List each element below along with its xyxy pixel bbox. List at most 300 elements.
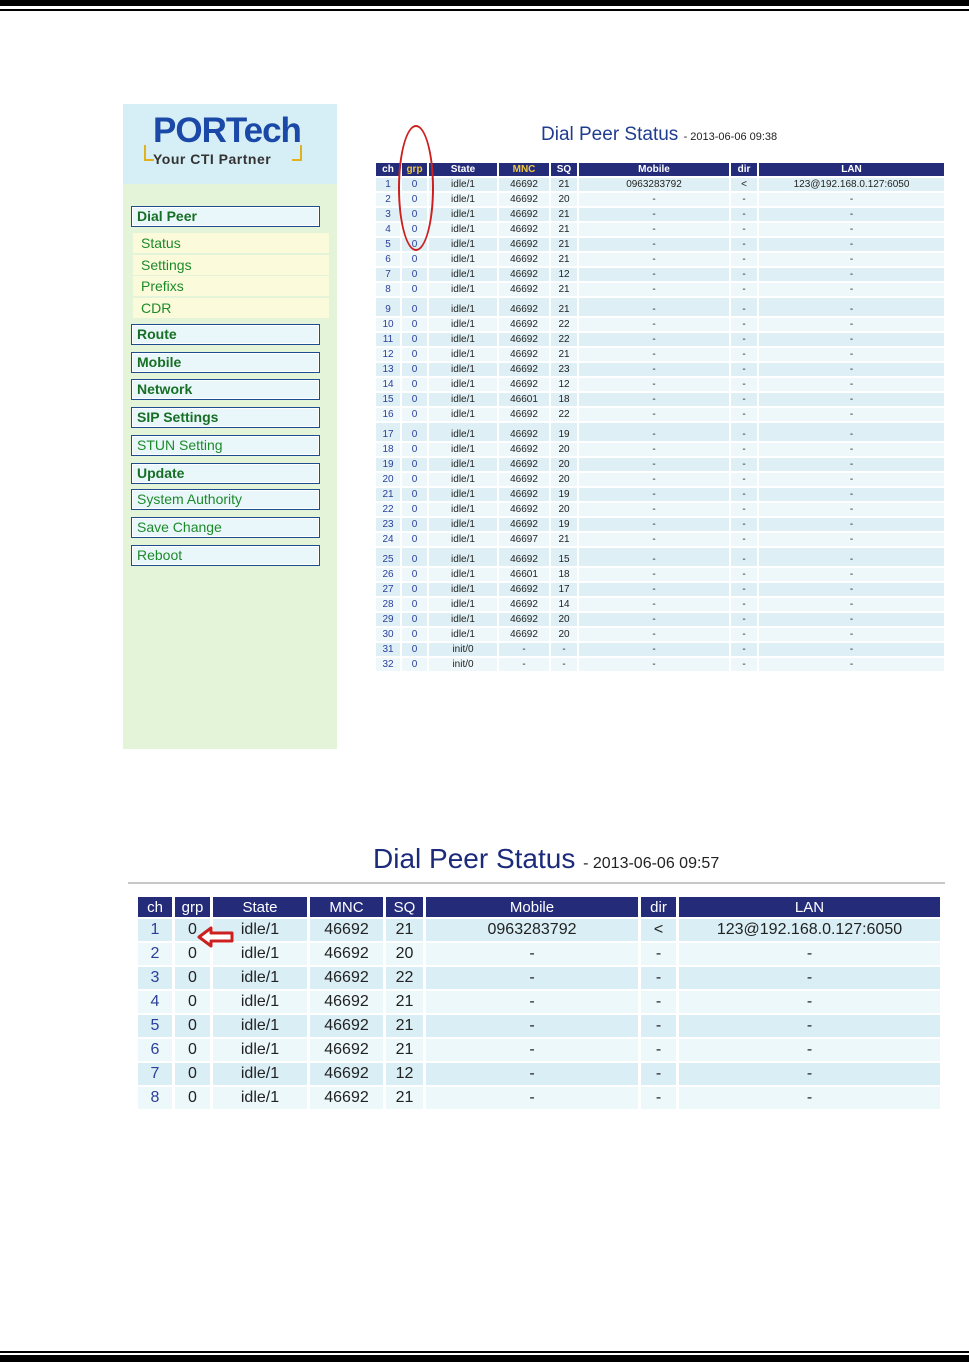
cell-mnc: 46692 <box>499 598 549 611</box>
cell-sq: 22 <box>551 408 577 421</box>
cell-mobile: - <box>579 488 729 501</box>
cell-lan: - <box>759 283 944 296</box>
cell-sq: 22 <box>551 333 577 346</box>
cell-grp: 0 <box>402 208 427 221</box>
cell-lan: - <box>759 268 944 281</box>
cell-ch: 6 <box>138 1039 172 1061</box>
cell-dir: - <box>731 598 757 611</box>
cell-dir: - <box>731 348 757 361</box>
cell-mobile: - <box>579 408 729 421</box>
cell-state: idle/1 <box>429 548 497 566</box>
table-row <box>138 1063 940 1085</box>
left-arrow-icon <box>197 926 235 948</box>
cell-dir: - <box>731 518 757 531</box>
cell-state: idle/1 <box>429 423 497 441</box>
cell-mobile: - <box>579 253 729 266</box>
cell-state: idle/1 <box>429 533 497 546</box>
cell-dir: - <box>731 533 757 546</box>
cell-sq: 19 <box>551 423 577 441</box>
menu-reboot[interactable]: Reboot <box>131 545 320 566</box>
cell-state: init/0 <box>429 643 497 656</box>
cell-state: idle/1 <box>429 583 497 596</box>
cell-grp: 0 <box>402 363 427 376</box>
title-timestamp: - 2013-06-06 09:38 <box>683 131 778 143</box>
cell-ch: 7 <box>376 268 400 281</box>
cell-sq: 22 <box>551 318 577 331</box>
zoom-divider <box>128 882 945 884</box>
table-row <box>138 1087 940 1109</box>
cell-lan: - <box>759 473 944 486</box>
cell-lan: - <box>759 298 944 316</box>
cell-ch: 14 <box>376 378 400 391</box>
page-title <box>541 124 777 146</box>
cell-mnc: 46692 <box>310 1063 383 1085</box>
menu-mobile[interactable]: Mobile <box>131 352 320 373</box>
cell-grp: 0 <box>402 283 427 296</box>
cell-mobile: - <box>579 238 729 251</box>
cell-ch: 4 <box>138 991 172 1013</box>
cell-grp: 0 <box>175 1087 210 1109</box>
table-row <box>138 1039 940 1061</box>
cell-dir: - <box>731 548 757 566</box>
cell-grp: 0 <box>402 443 427 456</box>
cell-lan: - <box>759 348 944 361</box>
cell-state: idle/1 <box>213 1039 307 1061</box>
cell-sq: 18 <box>551 393 577 406</box>
cell-grp: 0 <box>402 393 427 406</box>
cell-mobile: - <box>579 318 729 331</box>
cell-state: idle/1 <box>429 568 497 581</box>
table-row <box>376 348 944 361</box>
cell-mnc: 46692 <box>310 1015 383 1037</box>
cell-state: idle/1 <box>213 967 307 989</box>
cell-dir: - <box>641 1015 676 1037</box>
cell-lan: - <box>679 967 940 989</box>
cell-ch: 5 <box>138 1015 172 1037</box>
cell-state: idle/1 <box>429 333 497 346</box>
cell-grp: 0 <box>175 1015 210 1037</box>
table-row <box>376 333 944 346</box>
cell-sq: 21 <box>551 283 577 296</box>
cell-mobile: 0963283792 <box>426 919 638 941</box>
cell-lan: - <box>759 238 944 251</box>
menu-update[interactable]: Update <box>131 463 320 484</box>
cell-lan: - <box>759 518 944 531</box>
cell-lan: - <box>759 223 944 236</box>
cell-dir: < <box>731 178 757 191</box>
cell-mobile: - <box>426 943 638 965</box>
logo-tagline: Your CTI Partner <box>153 151 272 167</box>
cell-sq: 21 <box>386 991 423 1013</box>
cell-mobile: - <box>579 643 729 656</box>
cell-grp: 0 <box>402 193 427 206</box>
cell-sq: 20 <box>551 473 577 486</box>
cell-ch: 28 <box>376 598 400 611</box>
cell-sq: 21 <box>551 208 577 221</box>
table-row <box>376 223 944 236</box>
page-bottom-rule <box>0 1355 969 1362</box>
cell-mobile: - <box>579 423 729 441</box>
table-row <box>138 967 940 989</box>
cell-mobile: - <box>579 473 729 486</box>
cell-sq: 20 <box>551 628 577 641</box>
table-row <box>376 643 944 656</box>
cell-dir: - <box>731 283 757 296</box>
cell-state: idle/1 <box>429 363 497 376</box>
cell-mobile: - <box>579 378 729 391</box>
cell-lan: - <box>759 408 944 421</box>
cell-lan: - <box>679 1015 940 1037</box>
menu-dial-peer[interactable]: Dial Peer <box>131 206 320 227</box>
cell-dir: - <box>731 268 757 281</box>
cell-mobile: - <box>579 613 729 626</box>
cell-dir: - <box>641 991 676 1013</box>
cell-sq: 12 <box>386 1063 423 1085</box>
table-row <box>376 408 944 421</box>
zoom-header-mobile: Mobile <box>426 897 638 917</box>
cell-state: idle/1 <box>213 919 307 941</box>
submenu-cdr[interactable]: CDR <box>133 298 329 318</box>
cell-ch: 4 <box>376 223 400 236</box>
cell-state: idle/1 <box>429 283 497 296</box>
cell-mnc: 46692 <box>310 967 383 989</box>
cell-state: idle/1 <box>429 613 497 626</box>
cell-state: idle/1 <box>429 378 497 391</box>
cell-grp: 0 <box>402 253 427 266</box>
cell-dir: - <box>731 378 757 391</box>
cell-mnc: 46692 <box>499 178 549 191</box>
cell-mnc: 46692 <box>499 238 549 251</box>
table-row <box>376 548 944 566</box>
cell-ch: 21 <box>376 488 400 501</box>
cell-mobile: 0963283792 <box>579 178 729 191</box>
cell-mnc: 46692 <box>499 348 549 361</box>
cell-dir: - <box>731 613 757 626</box>
cell-ch: 11 <box>376 333 400 346</box>
table-row <box>376 518 944 531</box>
cell-mobile: - <box>579 298 729 316</box>
table-row <box>376 613 944 626</box>
cell-ch: 3 <box>376 208 400 221</box>
table-row <box>376 238 944 251</box>
cell-sq: - <box>551 658 577 671</box>
zoom-header-dir: dir <box>641 897 676 917</box>
cell-lan: - <box>759 598 944 611</box>
cell-mobile: - <box>579 443 729 456</box>
cell-dir: - <box>731 223 757 236</box>
cell-lan: - <box>759 318 944 331</box>
cell-sq: - <box>551 643 577 656</box>
cell-dir: - <box>731 393 757 406</box>
cell-sq: 21 <box>386 1087 423 1109</box>
header-grp: grp <box>402 163 427 176</box>
cell-dir: - <box>731 473 757 486</box>
cell-grp: 0 <box>402 518 427 531</box>
table-row <box>138 943 940 965</box>
cell-ch: 18 <box>376 443 400 456</box>
table-header-row <box>376 163 944 176</box>
cell-mnc: 46692 <box>499 473 549 486</box>
cell-mnc: 46692 <box>499 628 549 641</box>
header-state: State <box>429 163 497 176</box>
cell-ch: 5 <box>376 238 400 251</box>
cell-dir: - <box>731 298 757 316</box>
cell-mobile: - <box>579 628 729 641</box>
cell-grp: 0 <box>402 548 427 566</box>
menu-route[interactable]: Route <box>131 324 320 345</box>
cell-dir: - <box>731 583 757 596</box>
cell-sq: 19 <box>551 488 577 501</box>
cell-lan: 123@192.168.0.127:6050 <box>759 178 944 191</box>
table-row <box>376 283 944 296</box>
menu-stun-setting[interactable]: STUN Setting <box>131 435 320 456</box>
cell-mnc: 46692 <box>499 488 549 501</box>
cell-ch: 15 <box>376 393 400 406</box>
cell-dir: - <box>731 333 757 346</box>
cell-lan: - <box>679 1087 940 1109</box>
cell-state: idle/1 <box>429 223 497 236</box>
table-row <box>376 193 944 206</box>
cell-state: idle/1 <box>429 473 497 486</box>
cell-sq: 20 <box>551 193 577 206</box>
cell-mobile: - <box>426 967 638 989</box>
cell-sq: 20 <box>551 503 577 516</box>
cell-ch: 16 <box>376 408 400 421</box>
cell-dir: - <box>731 408 757 421</box>
cell-mobile: - <box>579 268 729 281</box>
cell-grp: 0 <box>175 943 210 965</box>
cell-lan: - <box>679 991 940 1013</box>
cell-state: idle/1 <box>429 598 497 611</box>
cell-sq: 12 <box>551 378 577 391</box>
cell-ch: 24 <box>376 533 400 546</box>
cell-state: idle/1 <box>429 518 497 531</box>
cell-state: init/0 <box>429 658 497 671</box>
cell-state: idle/1 <box>429 348 497 361</box>
menu-save-change[interactable]: Save Change <box>131 517 320 538</box>
table-row <box>376 423 944 441</box>
cell-sq: 21 <box>386 1039 423 1061</box>
cell-mnc: 46692 <box>499 363 549 376</box>
cell-mobile: - <box>426 1039 638 1061</box>
submenu-prefixs[interactable]: Prefixs <box>133 276 329 296</box>
cell-ch: 3 <box>138 967 172 989</box>
cell-mnc: 46692 <box>499 298 549 316</box>
cell-lan: - <box>759 488 944 501</box>
cell-ch: 22 <box>376 503 400 516</box>
cell-mnc: 46601 <box>499 568 549 581</box>
header-dir: dir <box>731 163 757 176</box>
cell-state: idle/1 <box>429 488 497 501</box>
cell-sq: 20 <box>551 613 577 626</box>
cell-mnc: 46692 <box>310 943 383 965</box>
table-row <box>376 488 944 501</box>
page-bottom-rule-thin <box>0 1351 969 1353</box>
cell-grp: 0 <box>402 583 427 596</box>
cell-lan: - <box>759 628 944 641</box>
cell-dir: - <box>731 193 757 206</box>
cell-ch: 2 <box>376 193 400 206</box>
cell-dir: - <box>731 503 757 516</box>
cell-grp: 0 <box>402 178 427 191</box>
cell-mnc: 46692 <box>499 193 549 206</box>
cell-sq: 21 <box>551 533 577 546</box>
cell-lan: - <box>759 583 944 596</box>
cell-lan: - <box>759 253 944 266</box>
cell-dir: - <box>731 253 757 266</box>
cell-ch: 9 <box>376 298 400 316</box>
cell-sq: 21 <box>551 348 577 361</box>
cell-sq: 20 <box>551 443 577 456</box>
cell-sq: 21 <box>386 1015 423 1037</box>
cell-lan: - <box>759 393 944 406</box>
cell-mobile: - <box>579 458 729 471</box>
table-row <box>376 268 944 281</box>
cell-sq: 15 <box>551 548 577 566</box>
cell-ch: 17 <box>376 423 400 441</box>
cell-grp: 0 <box>402 628 427 641</box>
title-text: Dial Peer Status <box>541 124 679 145</box>
cell-state: idle/1 <box>429 628 497 641</box>
cell-lan: - <box>759 333 944 346</box>
cell-dir: - <box>731 318 757 331</box>
page-top-rule <box>0 0 969 6</box>
cell-mobile: - <box>579 598 729 611</box>
cell-ch: 2 <box>138 943 172 965</box>
cell-mnc: 46692 <box>499 548 549 566</box>
cell-ch: 1 <box>376 178 400 191</box>
cell-mnc: 46692 <box>499 333 549 346</box>
cell-state: idle/1 <box>429 408 497 421</box>
cell-mobile: - <box>426 1063 638 1085</box>
submenu-settings[interactable]: Settings <box>133 255 329 275</box>
header-mobile: Mobile <box>579 163 729 176</box>
cell-ch: 12 <box>376 348 400 361</box>
cell-grp: 0 <box>402 238 427 251</box>
cell-lan: - <box>759 548 944 566</box>
table-row <box>376 378 944 391</box>
cell-grp: 0 <box>402 458 427 471</box>
cell-grp: 0 <box>402 473 427 486</box>
cell-dir: - <box>731 208 757 221</box>
cell-mnc: 46692 <box>499 613 549 626</box>
cell-grp: 0 <box>402 408 427 421</box>
cell-dir: - <box>731 458 757 471</box>
zoom-table-header-row <box>138 897 940 917</box>
menu-system-authority[interactable]: System Authority <box>131 489 320 510</box>
cell-mobile: - <box>579 363 729 376</box>
menu-network[interactable]: Network <box>131 379 320 400</box>
cell-grp: 0 <box>402 643 427 656</box>
cell-sq: 17 <box>551 583 577 596</box>
cell-sq: 21 <box>551 253 577 266</box>
cell-sq: 14 <box>551 598 577 611</box>
cell-ch: 30 <box>376 628 400 641</box>
cell-mobile: - <box>579 548 729 566</box>
cell-state: idle/1 <box>213 991 307 1013</box>
cell-grp: 0 <box>402 423 427 441</box>
cell-dir: - <box>731 568 757 581</box>
menu-sip-settings[interactable]: SIP Settings <box>131 407 320 428</box>
header-lan: LAN <box>759 163 944 176</box>
cell-state: idle/1 <box>429 208 497 221</box>
table-row <box>138 991 940 1013</box>
cell-mnc: - <box>499 658 549 671</box>
cell-mnc: 46692 <box>499 318 549 331</box>
table-row <box>376 298 944 316</box>
zoom-header-grp: grp <box>175 897 210 917</box>
cell-dir: - <box>641 1063 676 1085</box>
cell-ch: 31 <box>376 643 400 656</box>
cell-state: idle/1 <box>213 1087 307 1109</box>
cell-mnc: 46697 <box>499 533 549 546</box>
cell-dir: - <box>641 1087 676 1109</box>
cell-grp: 0 <box>175 1063 210 1085</box>
cell-mobile: - <box>426 1087 638 1109</box>
cell-lan: - <box>759 423 944 441</box>
cell-grp: 0 <box>402 268 427 281</box>
zoom-dial-peer-table <box>135 895 943 1111</box>
cell-lan: - <box>679 1039 940 1061</box>
cell-grp: 0 <box>402 333 427 346</box>
cell-state: idle/1 <box>213 1015 307 1037</box>
cell-state: idle/1 <box>429 238 497 251</box>
cell-dir: - <box>731 423 757 441</box>
cell-mobile: - <box>579 533 729 546</box>
cell-ch: 1 <box>138 919 172 941</box>
cell-mnc: 46692 <box>499 503 549 516</box>
cell-sq: 20 <box>551 458 577 471</box>
table-row <box>376 318 944 331</box>
cell-lan: - <box>679 1063 940 1085</box>
cell-mobile: - <box>579 333 729 346</box>
table-row <box>376 583 944 596</box>
cell-sq: 21 <box>551 238 577 251</box>
sidebar <box>123 104 337 749</box>
cell-sq: 22 <box>386 967 423 989</box>
cell-state: idle/1 <box>429 268 497 281</box>
cell-mnc: 46692 <box>310 991 383 1013</box>
cell-dir: - <box>731 643 757 656</box>
cell-mnc: 46601 <box>499 393 549 406</box>
cell-mnc: 46692 <box>310 919 383 941</box>
header-mnc: MNC <box>499 163 549 176</box>
table-row <box>376 253 944 266</box>
cell-state: idle/1 <box>429 193 497 206</box>
cell-grp: 0 <box>175 919 210 941</box>
cell-mnc: 46692 <box>499 518 549 531</box>
cell-grp: 0 <box>402 533 427 546</box>
submenu-status[interactable]: Status <box>133 233 329 253</box>
cell-ch: 20 <box>376 473 400 486</box>
cell-grp: 0 <box>402 568 427 581</box>
cell-state: idle/1 <box>429 458 497 471</box>
cell-mnc: 46692 <box>499 408 549 421</box>
header-sq: SQ <box>551 163 577 176</box>
table-row <box>376 458 944 471</box>
cell-lan: - <box>759 643 944 656</box>
cell-lan: - <box>759 193 944 206</box>
cell-sq: 18 <box>551 568 577 581</box>
zoom-header-state: State <box>213 897 307 917</box>
cell-mnc: 46692 <box>499 223 549 236</box>
cell-lan: 123@192.168.0.127:6050 <box>679 919 940 941</box>
logo <box>123 104 337 184</box>
cell-mobile: - <box>579 568 729 581</box>
table-row <box>376 443 944 456</box>
cell-sq: 21 <box>551 298 577 316</box>
header-ch: ch <box>376 163 400 176</box>
